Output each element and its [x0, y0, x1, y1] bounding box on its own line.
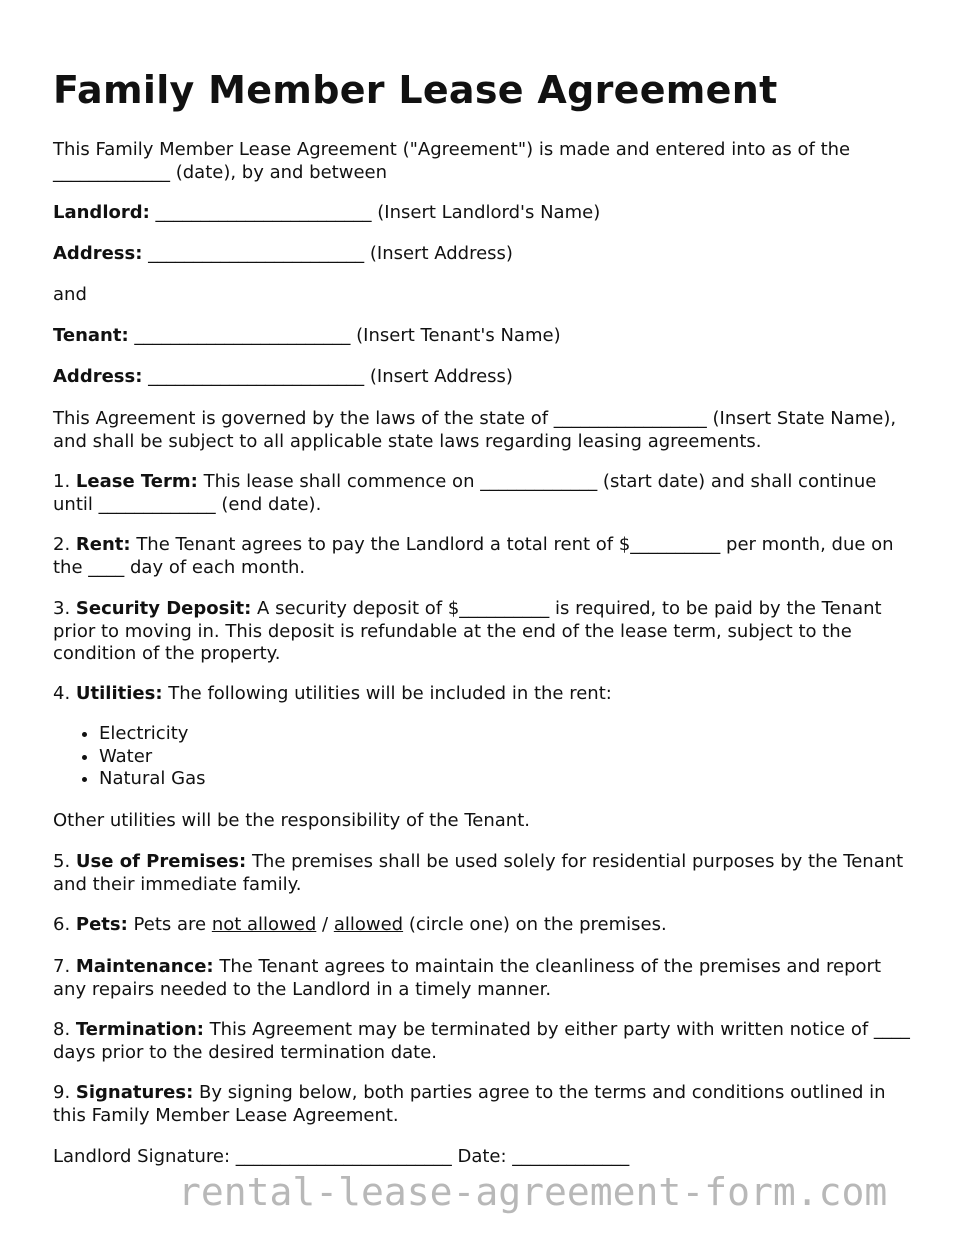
section-text: This Agreement may be terminated by either party with written notice of ____ days prior to the desired termination date. [53, 1019, 910, 1063]
landlord-address-text: ________________________ (Insert Address) [142, 243, 513, 264]
section-text: The premises shall be used solely for residential purposes by the Tenant and their immediate family. [53, 851, 904, 895]
section-number: 8. [53, 1019, 76, 1040]
page-title: Family Member Lease Agreement [53, 68, 778, 112]
tenant-address-label: Address: [53, 366, 143, 387]
section-number: 4. [53, 683, 76, 704]
landlord-line [53, 202, 913, 225]
section-text: (circle one) on the premises. [403, 914, 667, 935]
section-text: The following utilities will be included in the rent: [162, 683, 612, 704]
section-use-of-premises [53, 851, 913, 896]
landlord-address-label: Address: [53, 243, 143, 264]
section-number: 3. [53, 598, 76, 619]
section-label: Maintenance: [75, 956, 214, 977]
tenant-label: Tenant: [53, 325, 129, 346]
list-item: • Electricity [99, 723, 205, 746]
section-utilities [53, 683, 913, 706]
section-number: 1. [53, 471, 76, 492]
section-label: Use of Premises: [75, 851, 247, 872]
tenant-line [53, 325, 913, 348]
section-text: The Tenant agrees to maintain the cleanliness of the premises and report any repairs needed to the Landlord in a timely manner. [53, 956, 881, 1000]
section-text: This lease shall commence on _____________ (start date) and shall continue until _____________ (end date). [53, 471, 877, 515]
section-number: 7. [53, 956, 76, 977]
tenant-address-text: ________________________ (Insert Address) [142, 366, 513, 387]
utilities-other-text: Other utilities will be the responsibility of the Tenant. [53, 810, 530, 831]
landlord-text: ________________________ (Insert Landlord's Name) [149, 202, 601, 223]
landlord-label: Landlord: [53, 202, 150, 223]
section-text: Pets are [127, 914, 212, 935]
watermark: rental-lease-agreement-form.com [178, 1170, 888, 1214]
pets-separator: / [316, 914, 334, 935]
section-pets [53, 914, 913, 937]
signature-line: Landlord Signature: ________________________ Date: _____________ [53, 1146, 630, 1167]
landlord-address-line [53, 243, 913, 266]
section-text: A security deposit of $__________ is required, to be paid by the Tenant prior to moving in. This deposit is refundable at the end of the lease term, subject to the condition of the property. [53, 598, 882, 664]
section-label: Rent: [75, 534, 131, 555]
section-maintenance [53, 956, 913, 1001]
section-number: 6. [53, 914, 76, 935]
governing-law-paragraph: This Agreement is governed by the laws of the state of _________________ (Insert State Name), and shall be subject to all applicable state laws regarding leasing agreements. [53, 408, 897, 452]
tenant-address-line [53, 366, 913, 389]
tenant-text: ________________________ (Insert Tenant's Name) [128, 325, 561, 346]
and-text: and [53, 284, 87, 305]
section-rent [53, 534, 913, 579]
pets-option-allowed: allowed [333, 914, 404, 935]
section-termination [53, 1019, 913, 1064]
section-label: Termination: [75, 1019, 204, 1040]
section-number: 2. [53, 534, 76, 555]
utilities-list [53, 723, 205, 791]
section-signatures [53, 1082, 913, 1127]
section-label: Security Deposit: [75, 598, 252, 619]
section-lease-term [53, 471, 913, 516]
pets-option-not-allowed: not allowed [211, 914, 317, 935]
list-item: • Water [99, 746, 205, 769]
section-label: Utilities: [75, 683, 163, 704]
list-item: • Natural Gas [99, 768, 205, 791]
section-number: 5. [53, 851, 76, 872]
section-label: Pets: [75, 914, 128, 935]
section-text: The Tenant agrees to pay the Landlord a total rent of $__________ per month, due on the ____ day of each month. [53, 534, 894, 578]
section-security-deposit [53, 598, 913, 666]
section-label: Lease Term: [75, 471, 198, 492]
intro-paragraph: This Family Member Lease Agreement ("Agreement") is made and entered into as of the _____________ (date), by and between [53, 139, 851, 183]
section-number: 9. [53, 1082, 76, 1103]
section-label: Signatures: [75, 1082, 194, 1103]
section-text: By signing below, both parties agree to the terms and conditions outlined in this Family Member Lease Agreement. [53, 1082, 886, 1126]
